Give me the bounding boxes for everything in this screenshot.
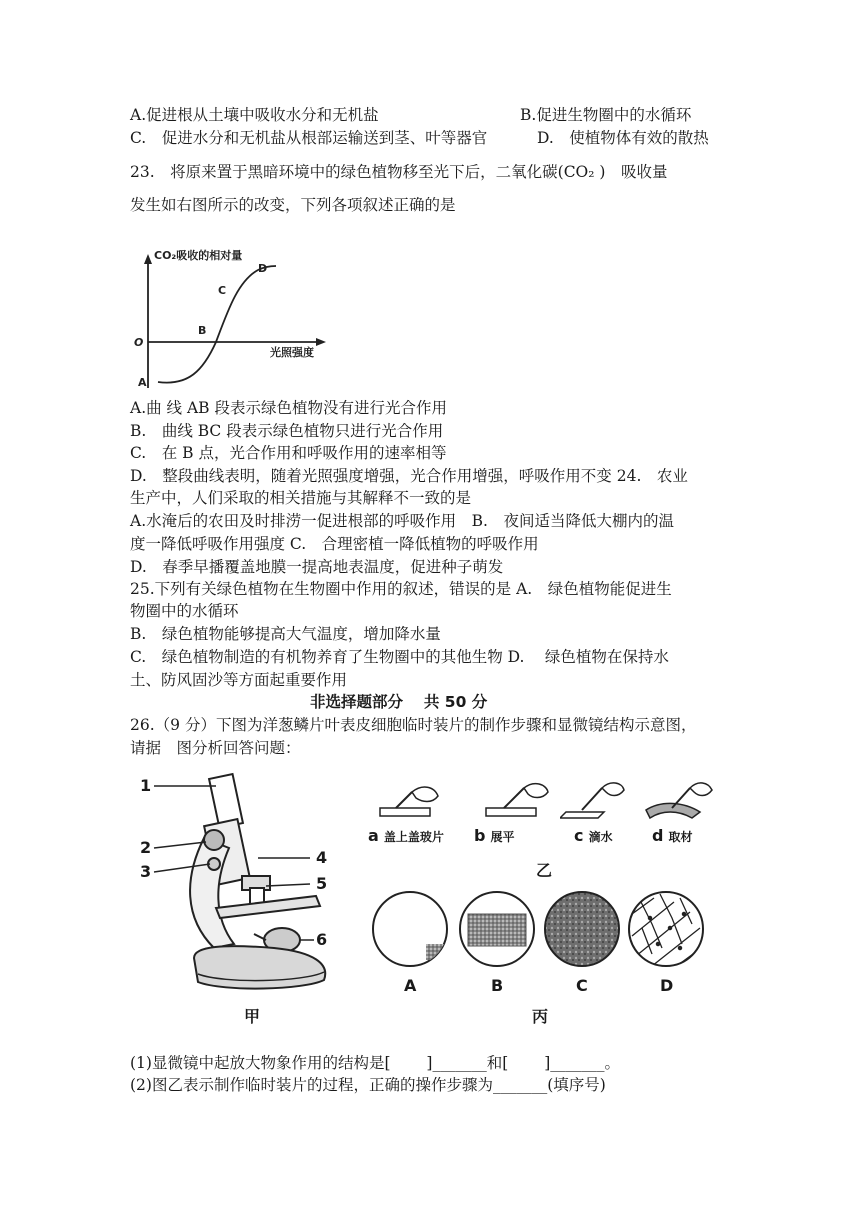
view-c-circle: [545, 892, 619, 966]
q25-stem-line2: 物圈中的水循环: [130, 602, 239, 620]
q25-option-b: B. 绿色植物能够提高大气温度，增加降水量: [130, 625, 441, 643]
microscope-label-4: 4: [316, 848, 328, 867]
q24-line-ab: A.水淹后的农田及时排涝一促进根部的呼吸作用 B. 夜间适当降低大棚内的温: [130, 512, 674, 530]
step-b-letter: b: [474, 826, 486, 845]
step-a-illustration: [372, 778, 452, 822]
step-d-illustration: [642, 778, 722, 822]
graph-origin-label: O: [134, 336, 144, 349]
step-d-letter: d: [652, 826, 664, 845]
figure-jia-label: 甲: [244, 1007, 261, 1026]
q25-stem-line1: 25.下列有关绿色植物在生物圈中作用的叙述，错误的是 A. 绿色植物能促进生: [130, 580, 672, 598]
q26-stem-line1: 26.（9 分）下图为洋葱鳞片叶表皮细胞临时装片的制作步骤和显微镜结构示意图，: [130, 716, 697, 734]
step-b-illustration: [480, 778, 560, 822]
step-b: [474, 826, 515, 845]
q22-option-b: B.促进生物圈中的水循环: [520, 106, 692, 124]
microscope-views: [370, 884, 720, 974]
section-title: 非选择题部分 共 50 分: [310, 693, 488, 711]
figure-yi-label: 乙: [536, 861, 553, 880]
q23-option-d-line: D. 整段曲线表明，随着光照强度增强，光合作用增强，呼吸作用不变 24. 农业: [130, 467, 688, 485]
graph-point-a: A: [138, 376, 147, 389]
step-c-illustration: [560, 778, 640, 822]
view-d-label: D: [660, 976, 674, 995]
step-a-letter: a: [368, 826, 379, 845]
step-d-label: 取材: [668, 830, 693, 844]
graph-point-b: B: [198, 324, 207, 337]
step-a: [368, 826, 444, 845]
q24-stem-line2: 生产中，人们采取的相关措施与其解释不一致的是: [130, 489, 472, 507]
q22-option-a: A.促进根从土壤中吸收水分和无机盐: [130, 106, 379, 124]
step-a-label: 盖上盖玻片: [383, 830, 444, 844]
co2-absorption-graph: [128, 246, 338, 396]
q25-option-d-cont: 土、防风固沙等方面起重要作用: [130, 671, 348, 689]
step-c-letter: c: [574, 826, 584, 845]
step-c-label: 滴水: [588, 830, 613, 844]
graph-point-c: C: [218, 284, 227, 297]
q26-sub1: (1)显微镜中起放大物象作用的结构是[ ]_______和[ ]_______。: [130, 1054, 620, 1072]
step-c: [574, 826, 613, 845]
view-a-label: A: [404, 976, 417, 995]
graph-curve: [158, 266, 276, 383]
microscope-label-1: 1: [140, 776, 152, 795]
q23-option-b: B. 曲线 BC 段表示绿色植物只进行光合作用: [130, 422, 444, 440]
q24-line-bc: 度一降低呼吸作用强度 C. 合理密植一降低植物的呼吸作用: [130, 535, 539, 553]
microscope-label-2: 2: [140, 838, 152, 857]
graph-point-d: D: [258, 262, 268, 275]
q25-option-cd-line: C. 绿色植物制造的有机物养育了生物圈中的其他生物 D. 绿色植物在保持水: [130, 648, 669, 666]
q26-stem-line2: 请据 图分析回答问题：: [130, 739, 301, 757]
graph-x-axis-label: 光照强度: [270, 346, 314, 359]
microscope-label-6: 6: [316, 930, 328, 949]
microscope-label-3: 3: [140, 862, 152, 881]
microscope-label-5: 5: [316, 874, 328, 893]
graph-x-arrow: [316, 338, 326, 346]
figure-bing-label: 丙: [532, 1007, 549, 1026]
q22-option-c: C. 促进水分和无机盐从根部运输送到茎、叶等器官: [130, 129, 488, 147]
q24-line-d: D. 春季早播覆盖地膜一提高地表温度，促进种子萌发: [130, 558, 504, 576]
q23-option-c: C. 在 B 点，光合作用和呼吸作用的速率相等: [130, 444, 447, 462]
microscope-figure: [134, 768, 344, 1028]
view-c-label: C: [576, 976, 588, 995]
q23-stem-line2: 发生如右图所示的改变，下列各项叙述正确的是: [130, 196, 456, 214]
q26-sub2: (2)图乙表示制作临时装片的过程，正确的操作步骤为_______(填序号): [130, 1076, 606, 1094]
step-b-label: 展平: [490, 830, 515, 844]
graph-y-axis-label: CO₂吸收的相对量: [154, 249, 243, 262]
view-b-label: B: [491, 976, 504, 995]
q23-option-a: A.曲 线 AB 段表示绿色植物没有进行光合作用: [130, 399, 447, 417]
q22-option-d: D. 使植物体有效的散热: [537, 129, 709, 147]
graph-y-arrow: [144, 254, 152, 264]
q23-stem-line1: 23. 将原来置于黑暗环境中的绿色植物移至光下后，二氧化碳(CO₂ ) 吸收量: [130, 163, 668, 181]
step-d: [652, 826, 693, 845]
